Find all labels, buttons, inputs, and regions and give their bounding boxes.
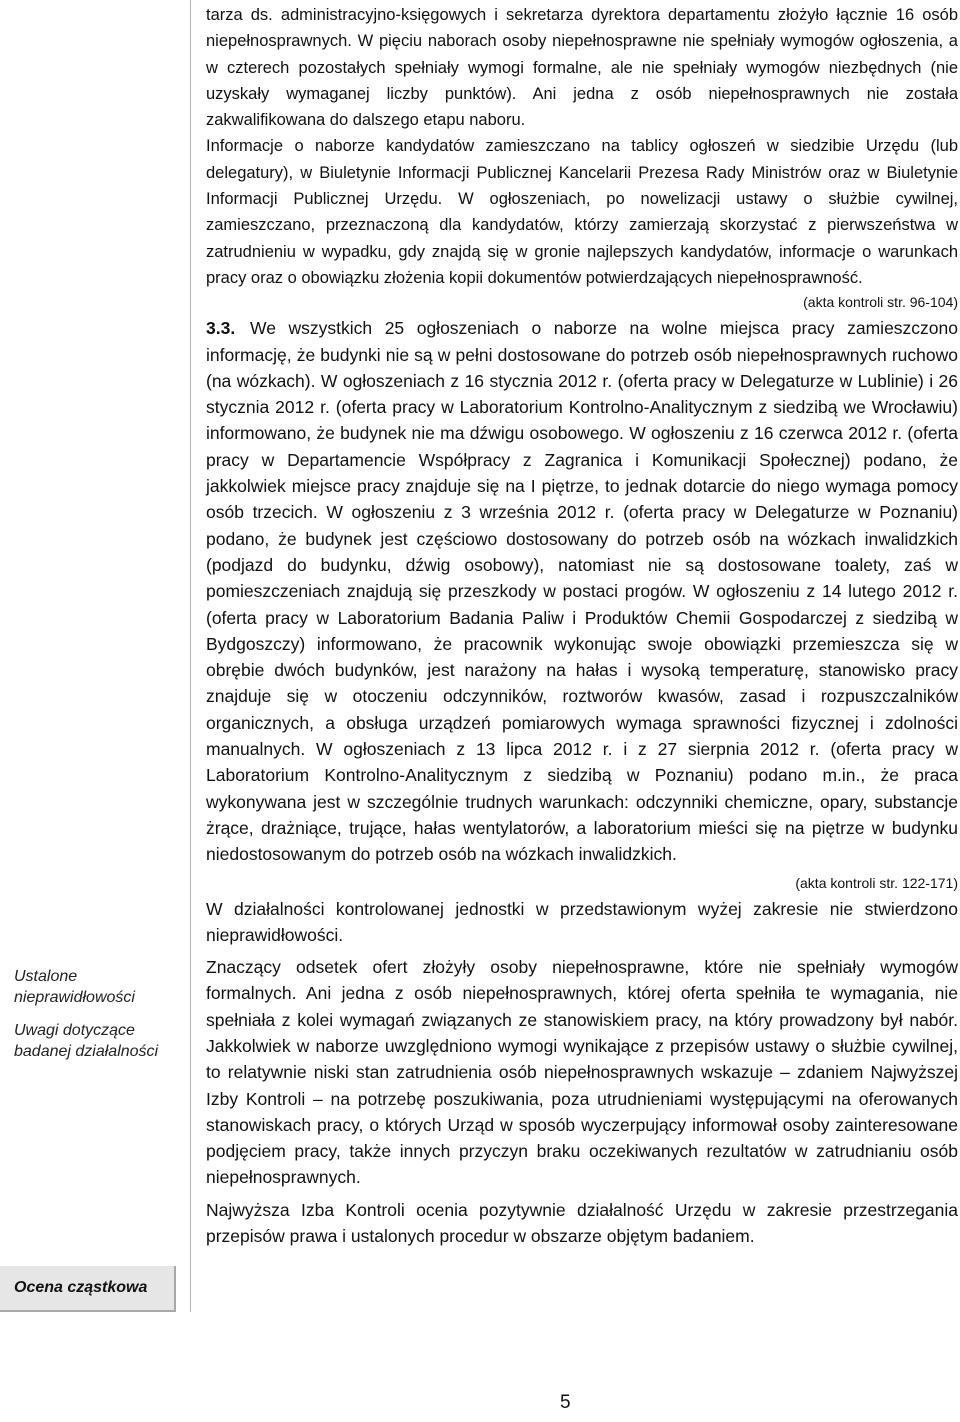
files-reference-2: (akta kontroli str. 122-171) — [795, 874, 958, 891]
files-reference-1: (akta kontroli str. 96-104) — [803, 294, 958, 311]
main-content — [206, 0, 958, 1249]
section-number: 3.3. — [206, 318, 236, 339]
paragraph-recruitment-results: tarza ds. administracyjno-księgowych i sekretarza dyrektora departamentu złożyło łącznie 16 osób niepełnosprawnych. W pięciu naborach osoby niepełnosprawne nie spełniały wymogów ogłoszenia, a w czterech pozostałych spełniały wymogi formalne, ale nie spełniały wymogów niezbędnych (nie uzyskały wymaganej liczby punktów). Ani jedna z osób niepełnosprawnych nie została zakwalifikowana do dalszego etapu naboru. — [206, 6, 958, 130]
paragraph-no-irregularities: W działalności kontrolowanej jednostki w przedstawionym wyżej zakresie nie stwierdzono nieprawidłowości. — [206, 898, 958, 945]
partial-assessment-box — [0, 1266, 176, 1312]
margin-divider — [190, 0, 191, 1312]
side-note-findings: Ustalone nieprawidłowości — [14, 968, 135, 1006]
page-number: 5 — [560, 1392, 571, 1413]
side-note-remarks: Uwagi dotyczące badanej działalności — [14, 1022, 159, 1060]
partial-assessment-label: Ocena cząstkowa — [14, 1279, 148, 1296]
paragraph-recruitment-info: Informacje o naborze kandydatów zamieszczano na tablicy ogłoszeń w siedzibie Urzędu (lub delegatury), w Biuletynie Informacji Publicznej Kancelarii Prezesa Rady Ministrów oraz w Biuletynie Informacji Publicznej Urzędu. W ogłoszeniach, po nowelizacji ustawy o służbie cywilnej, zamieszczano, przeznaczoną dla kandydatów, którzy zamierzają skorzystać z pierwszeństwa w zatrudnieniu w wypadku, gdy znajdą się w gronie najlepszych kandydatów, informacje o warunkach pracy oraz o obowiązku złożenia kopii dokumentów potwierdzających niepełnosprawność. — [206, 137, 958, 287]
paragraph-assessment: Najwyższa Izba Kontroli ocenia pozytywnie działalność Urzędu w zakresie przestrzegania przepisów prawa i ustalonych procedur w obszarze objętym badaniem. — [206, 1199, 958, 1247]
section-3-3-text: We wszystkich 25 ogłoszeniach o naborze na wolne miejsca pracy zamieszczono informację, że budynki nie są w pełni dostosowane do potrzeb osób niepełnosprawnych ruchowo (na wózkach). W ogłoszeniach z 16 stycznia 2012 r. (oferta pracy w Delegaturze w Lublinie) i 26 stycznia 2012 r. (oferta pracy w Laboratorium Kontrolno-Analitycznym z siedzibą we Wrocławiu) informowano, że budynek nie ma dźwigu osobowego. W ogłoszeniu z 16 czerwca 2012 r. (oferta pracy w Departamencie Współpracy z Zagranica i Komunikacji Społecznej) podano, że jakkolwiek miejsce pracy znajduje się na I piętrze, to jednak dotarcie do niego wymaga pomocy osób trzecich. W ogłoszeniu z 3 września 2012 r. (oferta pracy w Delegaturze w Poznaniu) podano, że budynek jest częściowo dostosowany do potrzeb osób na wózkach inwalidzkich (podjazd do budynku, dźwig osobowy), natomiast nie są dostosowane toalety, zaś w pomieszczeniach znajdują się przeszkody w postaci progów. W ogłoszeniu z 14 lutego 2012 r. (oferta pracy w Laboratorium Badania Paliw i Produktów Chemii Gospodarczej z siedzibą w Bydgoszczy) informowano, że pracownik wykonując swoje obowiązki przemieszcza się w obrębie dwóch budynków, jest narażony na hałas i wysoką temperaturę, stanowisko pracy znajduje się w otoczeniu odczynników, roztworów kwasów, zasad i rozpuszczalników organicznych, a obsługa urządzeń pomiarowych wymaga sprawności fizycznej i zdolności manualnych. W ogłoszeniach z 13 lipca 2012 r. i z 27 sierpnia 2012 r. (oferta pracy w Laboratorium Kontrolno-Analitycznym z siedzibą w Poznaniu) podano m.in., że praca wykonywana jest w szczególnie trudnych warunkach: odczynniki chemiczne, opary, substancje żrące, drażniące, trujące, hałas wentylatorów, a laboratorium mieści się na piętrze w budynku niedostosowanym do potrzeb osób na wózkach inwalidzkich. — [206, 318, 958, 865]
section-3-3 — [206, 315, 958, 867]
paragraph-remarks: Znaczący odsetek ofert złożyły osoby niepełnosprawne, które nie spełniały wymogów formalnych. Ani jedna z osób niepełnosprawnych, której oferta spełniła te wymagania, nie spełniała z kolei wymagań związanych ze stanowiskiem pracy, na który prowadzony był nabór. Jakkolwiek w naborze uwzględniono wymogi wynikające z przepisów ustawy o służbie cywilnej, to relatywnie niski stan zatrudnienia osób niepełnosprawnych wskazuje – zdaniem Najwyższej Izby Kontroli – na potrzebę poszukiwania, poza utrudnieniami występującymi na oferowanych stanowiskach pracy, o których Urząd w sposób wyczerpujący informował osoby zainteresowane podjęciem pracy, także innych przyczyn braku oczekiwanych rezultatów w zatrudnianiu osób niepełnosprawnych. — [206, 957, 958, 1188]
